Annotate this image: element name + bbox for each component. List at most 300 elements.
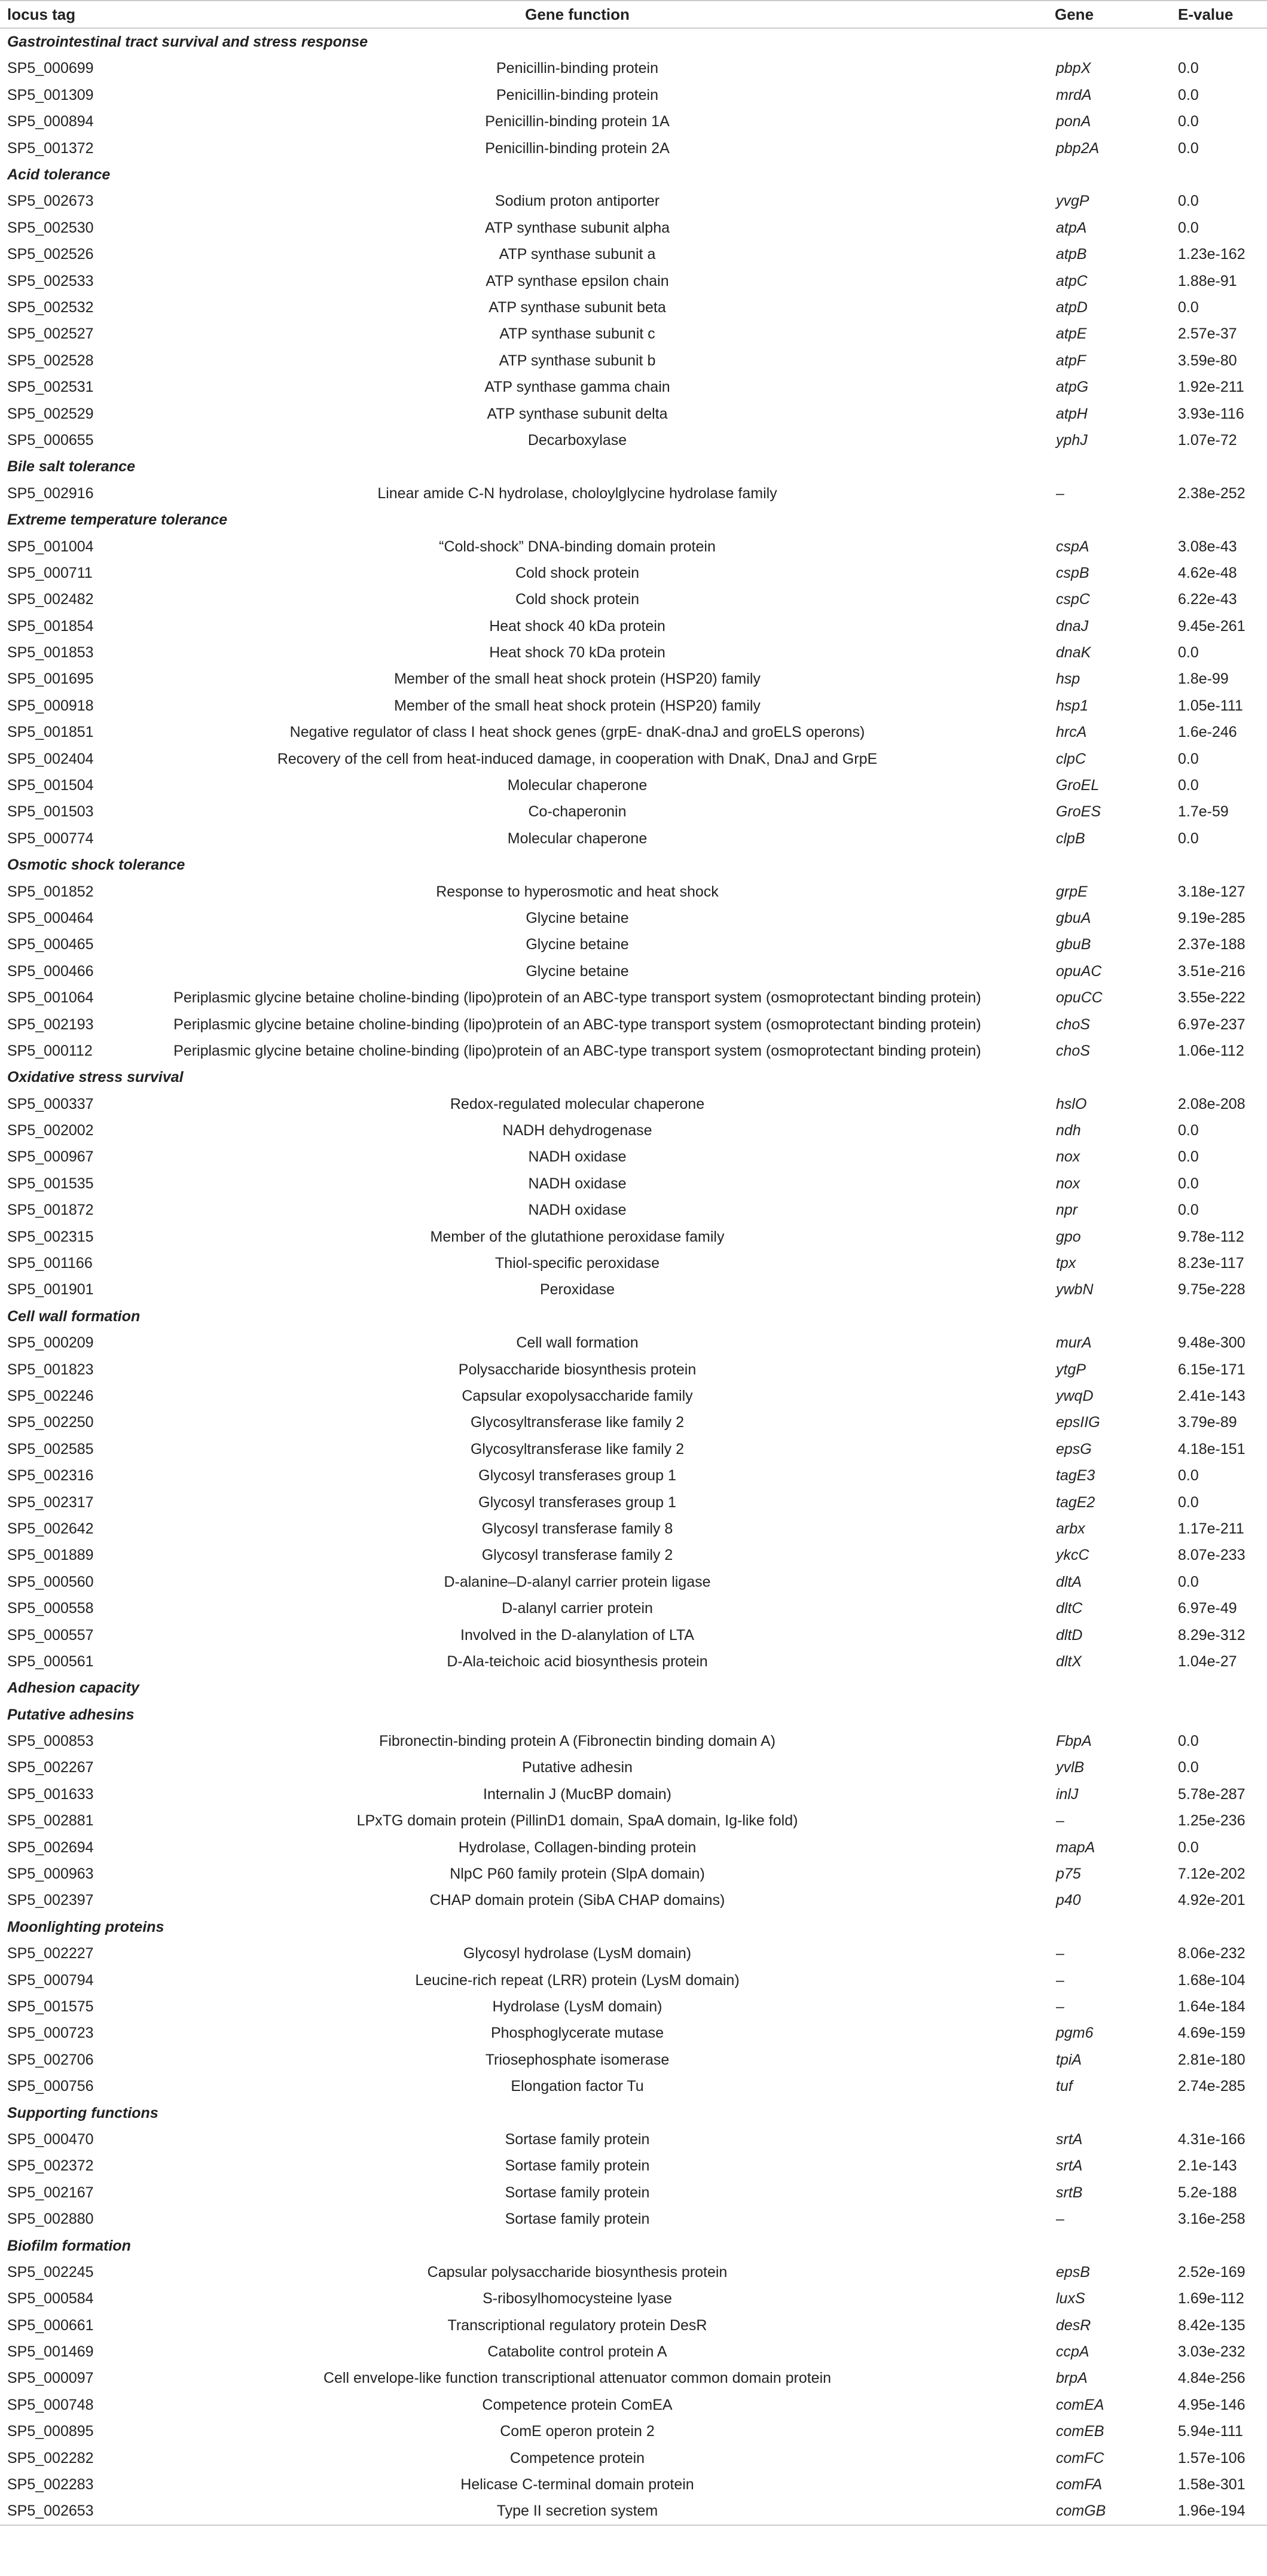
gene-function-cell: Co-chaperonin [528, 803, 627, 821]
locus-tag-cell: SP5_002642 [7, 1520, 94, 1537]
gene-cell: dnaK [1056, 644, 1091, 661]
e-value-cell: 1.05e-111 [1178, 697, 1243, 714]
table-row [0, 109, 1267, 135]
gene-function-cell: Glycosyltransferase like family 2 [470, 1440, 685, 1458]
locus-tag-cell: SP5_002527 [7, 325, 94, 343]
gene-function-cell: Phosphoglycerate mutase [490, 2025, 664, 2042]
table-row [0, 772, 1267, 798]
locus-tag-cell: SP5_000112 [7, 1042, 93, 1059]
locus-tag-cell: SP5_000661 [7, 2316, 94, 2334]
table-row [0, 268, 1267, 294]
locus-tag-cell: SP5_001503 [7, 803, 94, 821]
table-row [0, 401, 1267, 427]
table-row [0, 1755, 1267, 1781]
header-e-value: E-value [1150, 1, 1267, 28]
e-value-cell: 9.75e-228 [1178, 1281, 1245, 1298]
table-row [0, 1330, 1267, 1356]
table-row [0, 932, 1267, 958]
table-row [0, 1144, 1267, 1170]
gene-cell: opuCC [1056, 989, 1103, 1007]
gene-cell: gpo [1056, 1228, 1081, 1245]
locus-tag-cell: SP5_000560 [7, 1573, 94, 1590]
e-value-cell: 9.19e-285 [1178, 909, 1245, 926]
gene-cell: atpD [1056, 298, 1088, 316]
e-value-cell: 0.0 [1178, 1733, 1199, 1750]
gene-cell: opuAC [1056, 962, 1102, 980]
gene-cell: tpx [1056, 1255, 1076, 1272]
table-row [0, 2445, 1267, 2471]
table-body [0, 28, 1267, 2525]
header-gene: Gene [1031, 1, 1150, 28]
gene-cell: tagE2 [1056, 1493, 1095, 1511]
gene-function-cell: S-ribosylhomocysteine lyase [483, 2290, 672, 2307]
table-row [0, 2259, 1267, 2285]
locus-tag-cell: SP5_002881 [7, 1812, 94, 1830]
locus-tag-cell: SP5_002916 [7, 484, 94, 502]
locus-tag-cell: SP5_001901 [7, 1281, 94, 1298]
table-row [0, 1197, 1267, 1224]
section-title: Supporting functions [7, 2104, 158, 2121]
section-header-row [0, 1702, 1267, 1728]
gene-function-cell: D-Ala-teichoic acid biosynthesis protein [447, 1653, 708, 1670]
e-value-cell: 3.08e-43 [1178, 538, 1237, 555]
e-value-cell: 0.0 [1178, 1148, 1199, 1166]
gene-cell: – [1056, 2211, 1064, 2228]
table-row [0, 1728, 1267, 1754]
section-title: Moonlighting proteins [7, 1918, 164, 1935]
gene-cell: clpB [1056, 830, 1085, 847]
locus-tag-cell: SP5_000557 [7, 1626, 94, 1644]
e-value-cell: 2.08e-208 [1178, 1095, 1245, 1112]
locus-tag-cell: SP5_001064 [7, 989, 94, 1007]
gene-cell: yphJ [1056, 431, 1088, 449]
gene-function-cell: Competence protein [509, 2449, 645, 2467]
e-value-cell: 0.0 [1178, 113, 1199, 130]
gene-cell: srtA [1056, 2157, 1083, 2175]
header-gene-function: Gene function [124, 1, 1031, 28]
e-value-cell: 4.18e-151 [1178, 1440, 1245, 1458]
locus-tag-cell: SP5_000723 [7, 2025, 94, 2042]
section-title: Osmotic shock tolerance [7, 856, 185, 874]
table-row [0, 2206, 1267, 2232]
section-header-row [0, 454, 1267, 480]
locus-tag-cell: SP5_001851 [7, 724, 94, 741]
locus-tag-cell: SP5_001166 [7, 1255, 93, 1272]
gene-cell: pbpX [1056, 60, 1091, 77]
e-value-cell: 6.97e-49 [1178, 1600, 1237, 1617]
e-value-cell: 8.42e-135 [1178, 2316, 1245, 2334]
gene-function-cell: Fibronectin-binding protein A (Fibronectin binding domain A) [379, 1733, 776, 1750]
table-row [0, 1861, 1267, 1887]
gene-cell: ywqD [1056, 1388, 1094, 1404]
locus-tag-cell: SP5_002531 [7, 379, 94, 396]
gene-function-cell: Decarboxylase [527, 431, 627, 449]
table-row [0, 347, 1267, 374]
e-value-cell: 1.96e-194 [1150, 2498, 1267, 2525]
table-row [0, 2471, 1267, 2498]
locus-tag-cell: SP5_002317 [7, 1493, 94, 1511]
table-row [0, 693, 1267, 719]
gene-cell: ytgP [1056, 1361, 1086, 1378]
table-row [0, 879, 1267, 905]
gene-cell: atpH [1056, 405, 1088, 422]
table-row [0, 1250, 1267, 1276]
gene-function-cell: Response to hyperosmotic and heat shock [436, 883, 719, 900]
e-value-cell: 1.17e-211 [1178, 1520, 1244, 1537]
locus-tag-cell: SP5_002245 [7, 2263, 94, 2281]
header-locus-tag: locus tag [0, 1, 124, 28]
e-value-cell: 0.0 [1178, 1759, 1199, 1776]
locus-tag-cell: SP5_000464 [7, 909, 94, 926]
gene-cell: hrcA [1056, 724, 1087, 741]
gene-function-cell: ATP synthase subunit alpha [485, 219, 670, 236]
gene-function-cell: Heat shock 70 kDa protein [489, 644, 665, 661]
e-value-cell: 4.95e-146 [1178, 2396, 1245, 2413]
table-row [0, 639, 1267, 666]
section-header-row [0, 1914, 1267, 1940]
locus-tag-cell: SP5_001633 [7, 1785, 94, 1803]
e-value-cell: 0.0 [1178, 1202, 1199, 1219]
table-row [0, 374, 1267, 400]
gene-cell: ccpA [1056, 2343, 1089, 2361]
gene-function-cell: Penicillin-binding protein 1A [485, 113, 670, 130]
locus-tag-cell: SP5_001872 [7, 1202, 94, 1219]
locus-tag-cell: SP5_002372 [7, 2157, 94, 2175]
e-value-cell: 3.51e-216 [1178, 962, 1245, 980]
gene-cell: GroES [1056, 803, 1101, 821]
e-value-cell: 1.6e-246 [1178, 724, 1237, 741]
e-value-cell: 7.12e-202 [1178, 1865, 1245, 1883]
gene-cell: dnaJ [1056, 617, 1089, 635]
gene-cell: dltX [1056, 1653, 1082, 1670]
e-value-cell: 3.93e-116 [1178, 405, 1244, 422]
locus-tag-cell: SP5_000794 [7, 1971, 94, 1989]
gene-function-cell: Molecular chaperone [507, 830, 648, 847]
e-value-cell: 0.0 [1178, 1175, 1199, 1192]
gene-function-cell: Glycosyl transferase family 8 [481, 1520, 673, 1537]
table-row [0, 905, 1267, 931]
gene-cell: tagE3 [1056, 1467, 1095, 1484]
gene-cell: yvgP [1056, 193, 1089, 210]
table-row [0, 2073, 1267, 2099]
table-row [0, 2020, 1267, 2047]
gene-function-cell: NADH oxidase [528, 1175, 627, 1192]
gene-cell: – [1056, 1812, 1064, 1830]
gene-cell: gbuA [1056, 909, 1091, 926]
table-row [0, 560, 1267, 586]
locus-tag-cell: SP5_002397 [7, 1892, 94, 1909]
table-row [0, 1516, 1267, 1542]
gene-cell: dltC [1056, 1600, 1083, 1617]
table-row [0, 82, 1267, 108]
e-value-cell: 1.7e-59 [1178, 803, 1229, 821]
table-row [0, 2339, 1267, 2365]
locus-tag-cell: SP5_001504 [7, 777, 94, 794]
gene-cell: cspB [1056, 564, 1089, 581]
gene-function-cell: Putative adhesin [522, 1759, 633, 1776]
gene-cell: comFC [1056, 2449, 1104, 2467]
locus-tag-cell: SP5_002526 [7, 246, 94, 263]
gene-function-cell: Catabolite control protein A [487, 2343, 667, 2361]
locus-tag-cell: SP5_001889 [7, 1547, 94, 1564]
table-row [0, 1569, 1267, 1595]
e-value-cell: 8.06e-232 [1178, 1945, 1245, 1962]
gene-function-cell: Member of the glutathione peroxidase family [430, 1228, 725, 1245]
e-value-cell: 6.97e-237 [1178, 1016, 1245, 1033]
gene-function-cell: Capsular polysaccharide biosynthesis protein [427, 2263, 728, 2281]
gene-cell: dltA [1056, 1573, 1082, 1590]
table-row [0, 1834, 1267, 1861]
gene-cell: clpC [1056, 750, 1086, 767]
section-title: Adhesion capacity [7, 1679, 139, 1697]
gene-function-cell: Internalin J (MucBP domain) [483, 1785, 671, 1803]
section-title: Acid tolerance [7, 166, 111, 184]
table-row [0, 2047, 1267, 2073]
e-value-cell: 0.0 [1178, 86, 1199, 103]
gene-cell: FbpA [1056, 1733, 1092, 1750]
locus-tag-cell: SP5_002530 [7, 219, 94, 236]
section-header-row [0, 1675, 1267, 1702]
table-row [0, 825, 1267, 852]
gene-cell: pbp2A [1056, 139, 1100, 157]
table-row [0, 2179, 1267, 2206]
gene-cell: GroEL [1056, 777, 1100, 794]
e-value-cell: 4.92e-201 [1178, 1892, 1245, 1909]
e-value-cell: 1.64e-184 [1178, 1998, 1245, 2015]
locus-tag-cell: SP5_000584 [7, 2290, 94, 2307]
gene-cell: dltD [1056, 1626, 1083, 1644]
table-row [0, 2153, 1267, 2179]
locus-tag-cell: SP5_002167 [7, 2184, 94, 2201]
e-value-cell: 8.23e-117 [1178, 1255, 1244, 1272]
gene-cell: – [1056, 484, 1064, 502]
section-header-row [0, 28, 1267, 55]
e-value-cell: 1.8e-99 [1178, 670, 1229, 688]
locus-tag-cell: SP5_000963 [7, 1865, 94, 1883]
gene-cell: p75 [1056, 1865, 1081, 1883]
gene-cell: epsB [1056, 2263, 1090, 2281]
locus-tag-cell: SP5_002673 [7, 193, 94, 210]
locus-tag-cell: SP5_002002 [7, 1122, 94, 1139]
gene-cell: mrdA [1056, 86, 1092, 103]
e-value-cell: 2.74e-285 [1178, 2078, 1245, 2095]
locus-tag-cell: SP5_000748 [7, 2396, 94, 2413]
gene-function-cell: Molecular chaperone [507, 777, 648, 794]
gene-function-cell: NADH oxidase [528, 1202, 627, 1219]
gene-function-cell: Elongation factor Tu [511, 2078, 644, 2095]
section-title: Putative adhesins [7, 1706, 135, 1723]
gene-cell: choS [1056, 1042, 1090, 1059]
gene-cell: – [1056, 1945, 1064, 1962]
gene-function-cell: Penicillin-binding protein 2A [485, 139, 670, 157]
locus-tag-cell: SP5_000470 [7, 2130, 94, 2148]
table-row [0, 427, 1267, 453]
table-row [0, 1542, 1267, 1569]
locus-tag-cell: SP5_002315 [7, 1228, 94, 1245]
locus-tag-cell: SP5_000711 [7, 564, 93, 581]
table-row [0, 1356, 1267, 1383]
gene-cell: nox [1056, 1148, 1080, 1166]
gene-function-cell: ATP synthase subunit delta [487, 405, 668, 422]
locus-tag-cell: SP5_002404 [7, 750, 94, 767]
gene-function-cell: Cell wall formation [516, 1334, 639, 1352]
locus-tag-cell: SP5_002533 [7, 272, 94, 289]
gene-function-cell: ComE operon protein 2 [500, 2423, 655, 2440]
locus-tag-cell: SP5_001823 [7, 1361, 94, 1378]
gene-function-cell: ATP synthase subunit a [499, 246, 656, 263]
table-row [0, 321, 1267, 347]
gene-cell: brpA [1056, 2370, 1088, 2387]
gene-cell: desR [1056, 2316, 1091, 2334]
section-header-row [0, 2100, 1267, 2126]
gene-function-cell: LPxTG domain protein (PillinD1 domain, SpaA domain, Ig-like fold) [356, 1812, 798, 1830]
e-value-cell: 8.07e-233 [1178, 1547, 1245, 1564]
locus-tag-cell: SP5_002694 [7, 1839, 94, 1856]
section-title: Gastrointestinal tract survival and stress response [7, 33, 368, 51]
e-value-cell: 3.59e-80 [1178, 352, 1237, 369]
e-value-cell: 6.15e-171 [1178, 1361, 1245, 1378]
gene-function-cell: Member of the small heat shock protein (HSP20) family [394, 670, 761, 688]
table-row [0, 2392, 1267, 2418]
table-row [0, 1224, 1267, 1250]
table-row [0, 1967, 1267, 1993]
locus-tag-cell: SP5_000967 [7, 1148, 94, 1166]
gene-function-cell: Recovery of the cell from heat-induced damage, in cooperation with DnaK, DnaJ and GrpE [277, 750, 878, 767]
gene-cell: srtA [1056, 2130, 1083, 2148]
gene-cell: murA [1056, 1334, 1092, 1352]
gene-cell: choS [1056, 1016, 1090, 1033]
gene-cell: grpE [1056, 883, 1088, 900]
e-value-cell: 5.2e-188 [1178, 2184, 1237, 2201]
locus-tag-cell: SP5_002316 [7, 1467, 94, 1484]
table-row [0, 534, 1267, 560]
locus-tag-cell: SP5_000097 [7, 2370, 94, 2387]
e-value-cell: 0.0 [1178, 1573, 1199, 1590]
gene-function-cell: Cell envelope-like function transcriptional attenuator common domain protein [323, 2370, 832, 2387]
section-title: Extreme temperature tolerance [7, 511, 228, 529]
gene-function-cell: Glycosyl hydrolase (LysM domain) [463, 1945, 692, 1962]
gene-cell: pgm6 [1056, 2025, 1094, 2042]
section-header-row [0, 2233, 1267, 2259]
gene-function-cell: Periplasmic glycine betaine choline-binding (lipo)protein of an ABC-type transport system (osmoprotectant binding protein) [173, 989, 981, 1007]
gene-function-cell: Polysaccharide biosynthesis protein [458, 1361, 697, 1378]
gene-cell: mapA [1056, 1839, 1095, 1856]
gene-function-cell: Leucine-rich repeat (LRR) protein (LysM domain) [415, 1971, 740, 1989]
section-header-row [0, 1065, 1267, 1091]
gene-function-cell: Sortase family protein [505, 2184, 650, 2201]
table-row [0, 294, 1267, 321]
gene-function-cell: NADH dehydrogenase [502, 1122, 652, 1139]
table-header [0, 1, 1267, 28]
locus-tag-cell: SP5_000466 [7, 962, 94, 980]
gene-function-cell: Periplasmic glycine betaine choline-binding (lipo)protein of an ABC-type transport system (osmoprotectant binding protein) [173, 1042, 981, 1059]
locus-tag-cell: SP5_000209 [7, 1334, 94, 1352]
gene-function-cell: “Cold-shock” DNA-binding domain protein [439, 538, 716, 555]
table-row [0, 2365, 1267, 2392]
table-row [0, 1117, 1267, 1144]
locus-tag-cell: SP5_002653 [0, 2498, 124, 2525]
gene-cell: inlJ [1056, 1785, 1079, 1803]
header-row [0, 1, 1267, 28]
gene-cell: atpA [1056, 219, 1087, 236]
table-row [0, 242, 1267, 268]
gene-function-cell: Thiol-specific peroxidase [494, 1255, 660, 1272]
locus-tag-cell: SP5_000894 [7, 113, 94, 130]
gene-cell: atpE [1056, 325, 1087, 343]
table-row [0, 1941, 1267, 1967]
gene-function-cell: Sortase family protein [505, 2130, 650, 2148]
gene-cell: comEA [1056, 2396, 1104, 2413]
gene-function-cell: Competence protein ComEA [482, 2396, 673, 2413]
e-value-cell: 0.0 [1178, 60, 1199, 77]
table-row [0, 984, 1267, 1011]
e-value-cell: 3.03e-232 [1178, 2343, 1245, 2361]
gene-cell: cspC [1056, 591, 1090, 608]
gene-cell: epsG [1056, 1440, 1092, 1458]
gene-cell: hsp [1056, 670, 1080, 688]
table-row [0, 587, 1267, 613]
locus-tag-cell: SP5_001535 [7, 1175, 94, 1192]
gene-function-cell: Triosephosphate isomerase [485, 2051, 670, 2068]
e-value-cell: 1.23e-162 [1178, 246, 1245, 263]
e-value-cell: 4.62e-48 [1178, 564, 1237, 581]
table-row [0, 1383, 1267, 1409]
gene-function-cell: D-alanine–D-alanyl carrier protein ligase [444, 1573, 711, 1590]
table-row [0, 666, 1267, 693]
gene-cell: ykcC [1056, 1547, 1089, 1564]
e-value-cell: 0.0 [1178, 830, 1199, 847]
locus-tag-cell: SP5_000465 [7, 936, 94, 953]
table-row [0, 720, 1267, 746]
e-value-cell: 1.57e-106 [1178, 2449, 1245, 2467]
e-value-cell: 3.16e-258 [1178, 2211, 1245, 2228]
gene-cell: ponA [1056, 113, 1091, 130]
e-value-cell: 9.48e-300 [1178, 1334, 1245, 1352]
e-value-cell: 0.0 [1178, 1839, 1199, 1856]
e-value-cell: 8.29e-312 [1178, 1626, 1245, 1644]
e-value-cell: 1.07e-72 [1178, 431, 1237, 449]
e-value-cell: 1.69e-112 [1178, 2290, 1244, 2307]
e-value-cell: 2.41e-143 [1178, 1388, 1245, 1404]
gene-cell: arbx [1056, 1520, 1085, 1537]
gene-function-cell: Glycosyl transferase family 2 [481, 1547, 673, 1564]
locus-tag-cell: SP5_002528 [7, 352, 94, 369]
e-value-cell: 2.38e-252 [1178, 484, 1245, 502]
e-value-cell: 0.0 [1178, 750, 1199, 767]
e-value-cell: 0.0 [1178, 777, 1199, 794]
locus-tag-cell: SP5_000655 [7, 431, 94, 449]
gene-function-cell: Linear amide C-N hydrolase, choloylglycine hydrolase family [377, 484, 777, 502]
gene-function-cell: Peroxidase [539, 1281, 615, 1298]
section-header-row [0, 507, 1267, 533]
e-value-cell: 0.0 [1178, 219, 1199, 236]
locus-tag-cell: SP5_001852 [7, 883, 94, 900]
gene-cell: comFA [1056, 2476, 1103, 2493]
e-value-cell: 2.57e-37 [1178, 325, 1237, 343]
e-value-cell: 5.94e-111 [1178, 2423, 1243, 2440]
e-value-cell: 1.88e-91 [1178, 272, 1237, 289]
e-value-cell: 6.22e-43 [1178, 591, 1237, 608]
e-value-cell: 0.0 [1178, 1122, 1199, 1139]
gene-function-cell: Glycosyltransferase like family 2 [470, 1414, 685, 1431]
locus-tag-cell: SP5_002585 [7, 1440, 94, 1458]
e-value-cell: 3.79e-89 [1178, 1414, 1237, 1431]
table-row [0, 2312, 1267, 2339]
gene-function-cell: Sortase family protein [505, 2211, 650, 2228]
e-value-cell: 3.55e-222 [1178, 989, 1245, 1007]
e-value-cell: 9.45e-261 [1178, 617, 1245, 635]
gene-cell: hslO [1056, 1095, 1087, 1112]
